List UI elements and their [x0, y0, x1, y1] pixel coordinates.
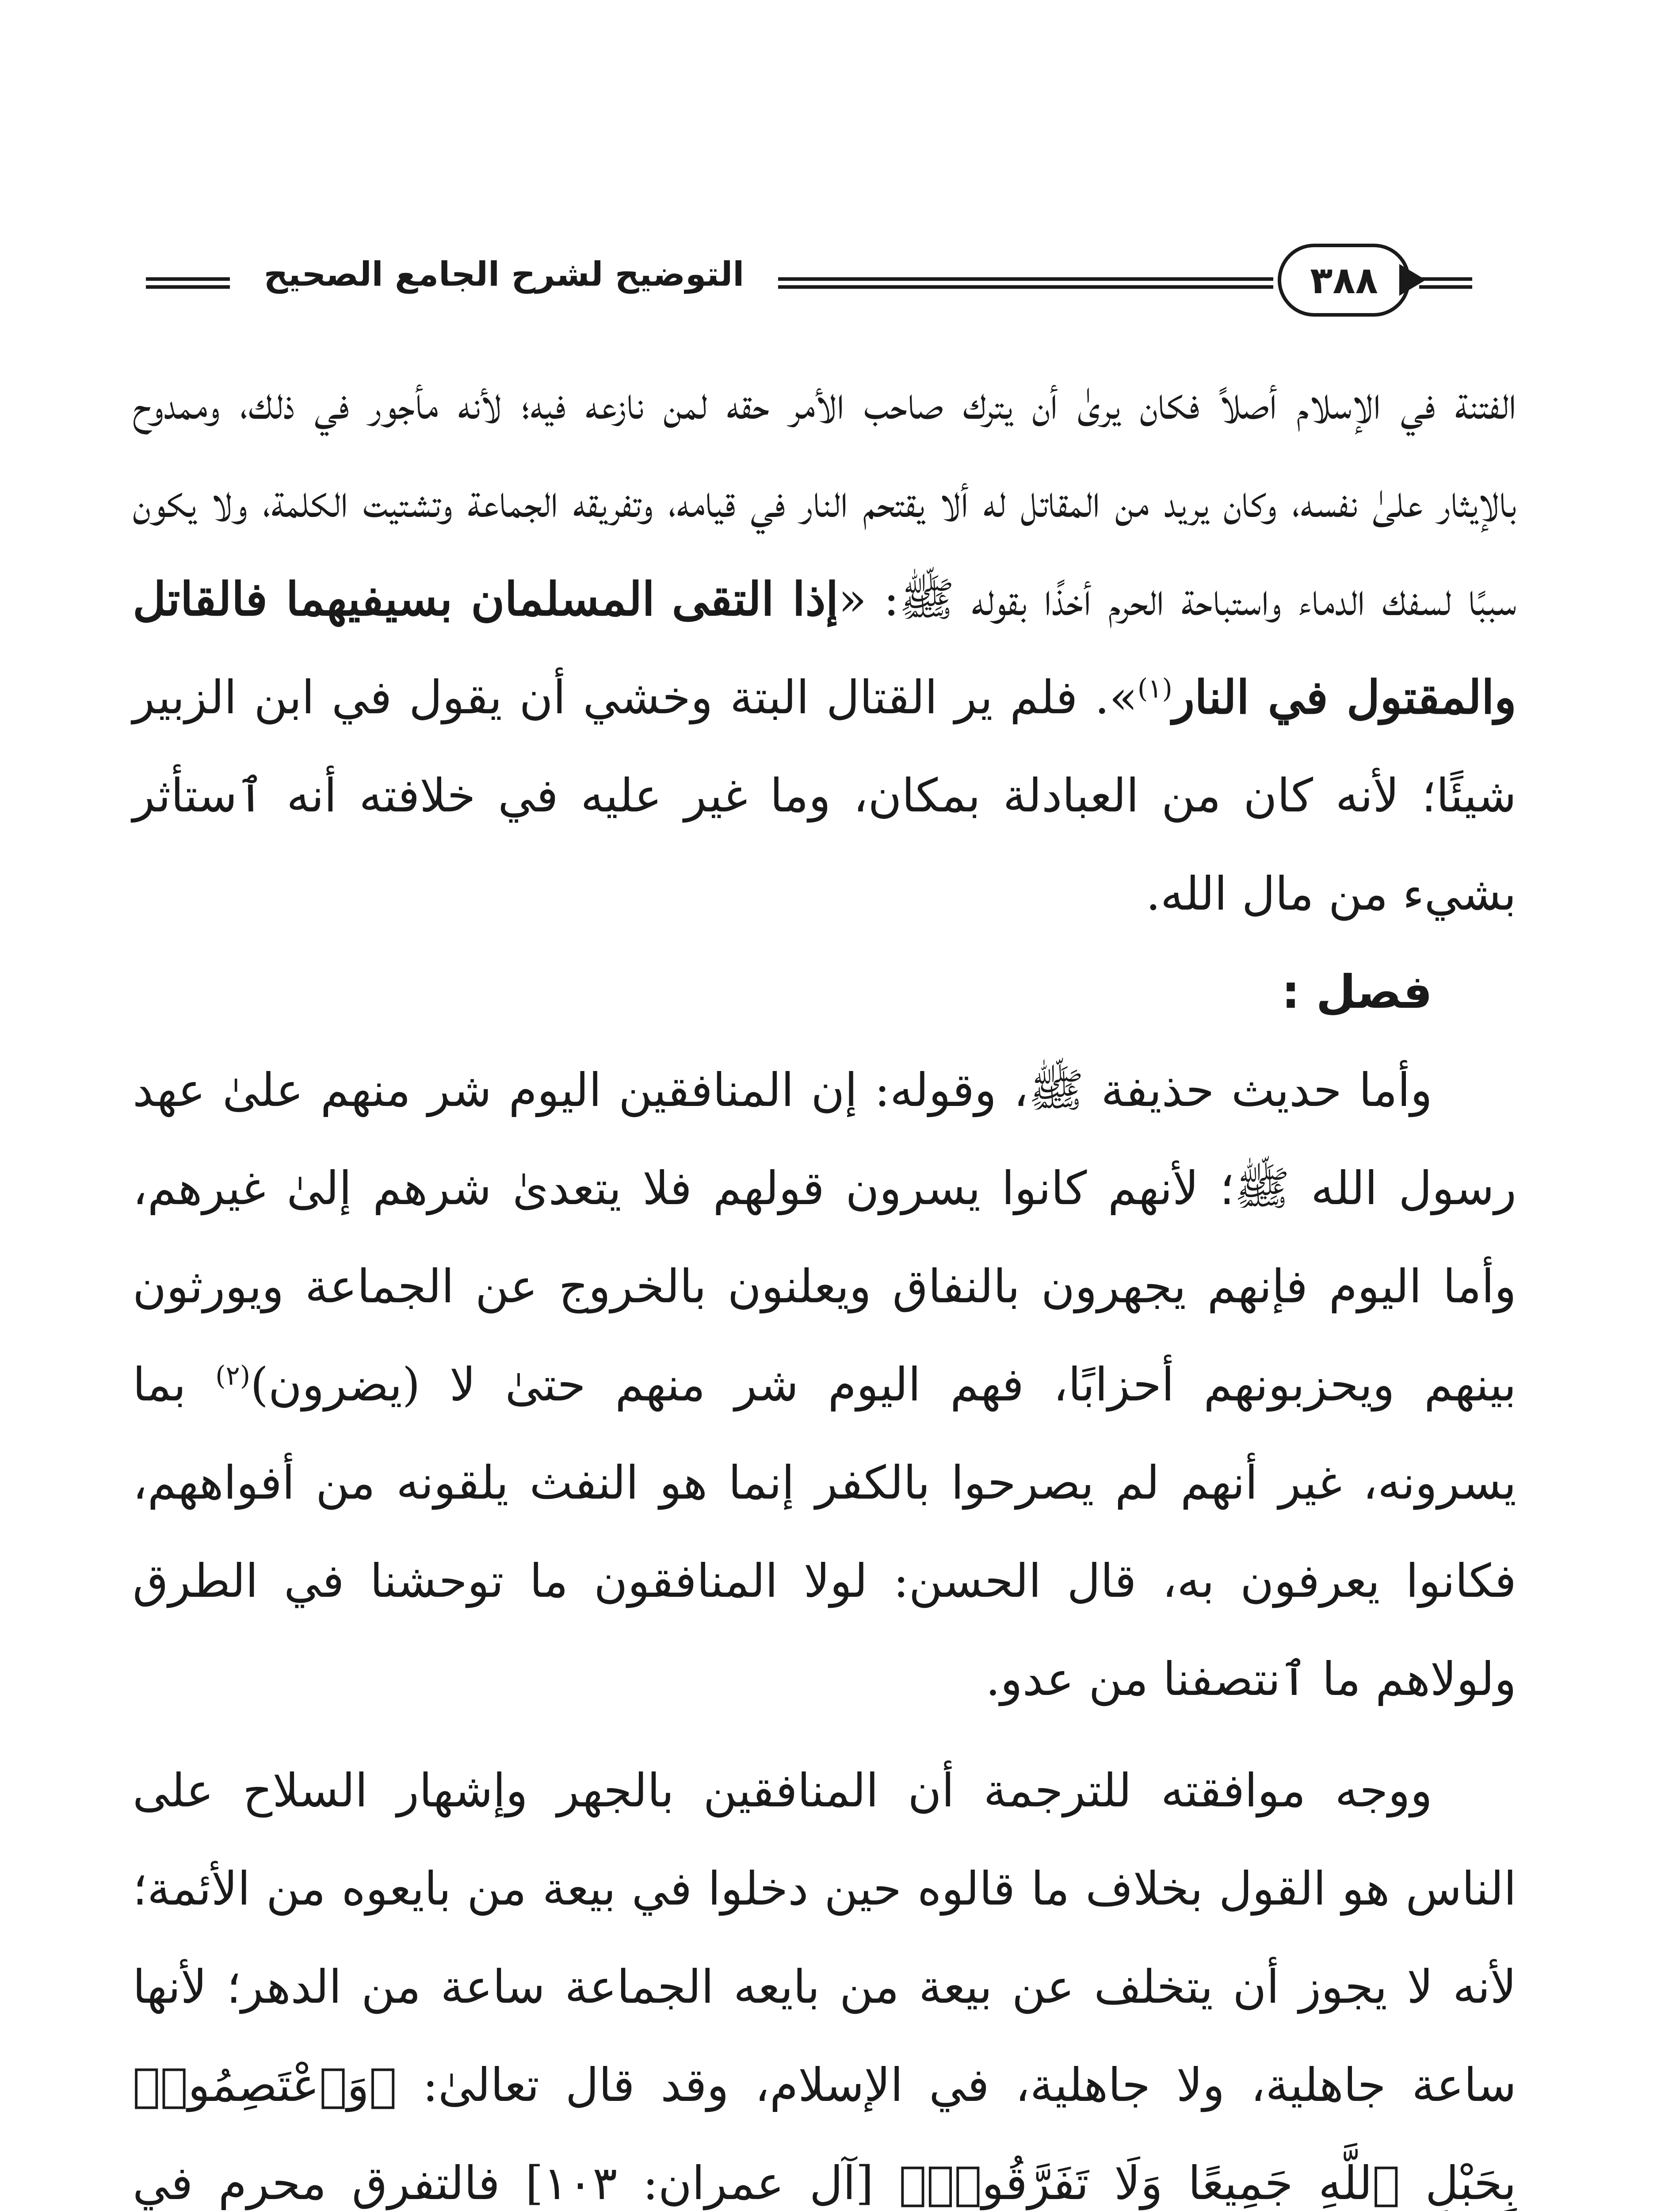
paragraph: [133, 1041, 1516, 1728]
text-line: الدهر؛ لأنها ساعة جاهلية، ولا جاهلية، في الإسلام، وقد قال: [133, 1960, 1517, 2112]
text-line: غيرهم، وأما اليوم فإنهم يجهرون بالنفاق ويعلنون بالخروج عن: [133, 1161, 1517, 1313]
text-line: لولا المنافقون ما توحشنا في الطرق ولولاهم ما ٱنتصفنا من عدو.: [133, 1554, 1516, 1706]
text-line: فيه؛ لأنه مأجور في ذلك، وممدوح بالإيثار علىٰ نفسه، وكان يريد من: [133, 376, 1517, 528]
header-rule: [146, 277, 230, 289]
text-line: ولا يكون سببًا لسفك الدماء واستباحة الحرم أخذًا بقوله ﷺ: «: [133, 474, 1516, 626]
paragraph: [133, 1741, 1516, 2211]
header-rule: [778, 277, 1273, 289]
main-text: [133, 354, 1516, 2211]
text-line: ووجه موافقته للترجمة أن المنافقين بالجهر وإشهار السلاح على: [133, 1763, 1432, 1817]
hadith-quote: المسلمان بسيفيهما فالقاتل والمقتول في النار: [133, 572, 1516, 724]
text-line: ». فلم ير القتال البتة: [730, 670, 1138, 724]
footnote-ref: (٢): [215, 1360, 251, 1392]
footnote-ref: (١): [1137, 673, 1172, 704]
text-line: الجماعة ويورثون بينهم ويحزبونهم أحزابًا، فهم اليوم شر منهم حتىٰ: [133, 1259, 1516, 1412]
text-line: الناس هو القول بخلاف ما قالوه حين دخلوا في بيعة من بايعوه من: [266, 1862, 1516, 1916]
text-line: بما يسرونه، غير أنهم لم يصرحوا بالكفر إنما هو: [133, 1358, 1517, 1510]
text-line: عهد رسول الله ﷺ؛ لأنهم كانوا يسرون قولهم فلا يتعدىٰ شرهم إلىٰ: [133, 1063, 1516, 1215]
text-line: وخشي أن يقول في ابن الزبير شيئًا؛ لأنه كان من العبادلة بمكان،: [133, 670, 1517, 822]
text-line: المقاتل له ألا يقتحم النار في قيامه، وتفريقه الجماعة وتشتيت الكلمة،: [262, 474, 1100, 528]
text-line: تعالىٰ: ﴿وَٱعْتَصِمُوا۟ بِحَبْلِ ٱللَّهِ جَمِيعًا وَلَا تَفَرَّقُوا۟﴾ [آل عمران: ١٠٣] فالتفرق: [133, 2058, 1516, 2210]
page-number: ٣٨٨: [1278, 244, 1410, 317]
hadith-quote: إذا التقى: [672, 572, 839, 626]
text-line: وأما حديث حذيفة ﷺ، وقوله: إن المنافقين اليوم شر منهم علىٰ: [222, 1063, 1432, 1117]
section-heading: فصل :: [1281, 965, 1432, 1019]
text-line: لا (يضرون): [250, 1358, 476, 1412]
text-line: النفث يلقونه من أفواههم، فكانوا يعرفون به، قال الحسن:: [133, 1456, 1516, 1608]
text-line: محرم في: [133, 2156, 327, 2210]
text-line: وما غير عليه في خلافته أنه ٱستأثر بشيء من مال الله.: [133, 769, 1516, 921]
paragraph: [133, 354, 1516, 943]
text-line: الأئمة؛ لأنه لا يجوز أن يتخلف عن بيعة من بايعه الجماعة ساعة من: [133, 1862, 1517, 2014]
text-line: الفتنة في الإسلام أصلاً فكان يرىٰ أن يترك صاحب الأمر حقه لمن نازعه: [585, 376, 1516, 430]
running-header: [146, 241, 1472, 329]
book-title: التوضيح لشرح الجامع الصحيح: [263, 254, 745, 294]
header-rule: [1419, 277, 1472, 289]
